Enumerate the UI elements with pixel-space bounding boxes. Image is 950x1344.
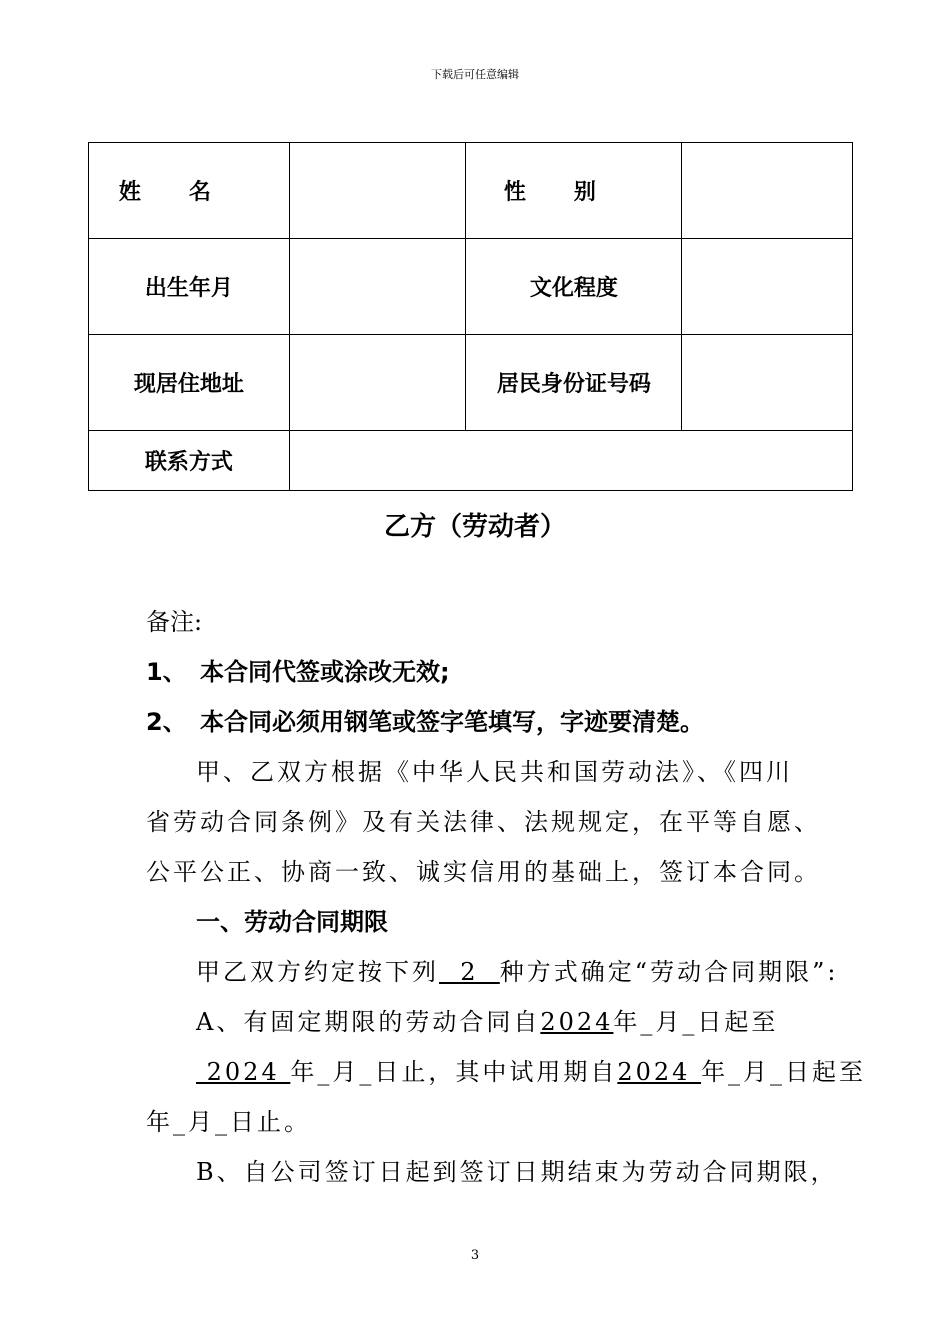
intro-line-2: 省劳动合同条例》及有关法律、法规规定，在平等自愿、 xyxy=(146,808,821,836)
contract-end-year[interactable]: 2024 xyxy=(196,1058,291,1086)
clause-a-line-2 xyxy=(196,1057,866,1087)
clause-1-line-1 xyxy=(196,957,838,987)
id-number-label: 居民身份证号码 xyxy=(466,335,682,431)
address-label: 现居住地址 xyxy=(89,335,290,431)
remark-item-2-text: 本合同必须用钢笔或签字笔填写，字迹要清楚。 xyxy=(200,708,704,736)
clause-1-line-1-pre: 甲乙双方约定按下列 xyxy=(196,958,439,986)
remark-label: 备注: xyxy=(146,608,203,636)
remark-item-2-number: 2、 xyxy=(146,708,187,736)
clause-1-heading: 一、劳动合同期限 xyxy=(196,908,388,936)
name-value-cell[interactable] xyxy=(289,143,466,239)
remark-item-1-text: 本合同代签或涂改无效; xyxy=(200,658,450,686)
remark-item-1-number: 1、 xyxy=(146,658,187,686)
probation-start-year[interactable]: 2024 xyxy=(617,1058,702,1086)
address-value-cell[interactable] xyxy=(289,335,466,431)
page-number: 3 xyxy=(470,1248,480,1263)
name-label: 姓名 xyxy=(89,143,290,239)
contact-label: 联系方式 xyxy=(89,431,290,491)
remark-item-2 xyxy=(146,707,704,737)
clause-a-line-1-post: 年_月_日起至 xyxy=(613,1008,779,1036)
section-title: 乙方（劳动者） xyxy=(383,512,566,542)
intro-line-3: 公平公正、协商一致、诚实信用的基础上，签订本合同。 xyxy=(146,858,821,886)
gender-label: 性别 xyxy=(466,143,682,239)
page-header: 下载后可任意编辑 xyxy=(431,68,519,81)
education-label: 文化程度 xyxy=(466,239,682,335)
intro-line-1: 甲、乙双方根据《中华人民共和国劳动法》、《四川 xyxy=(196,758,793,786)
birth-label: 出生年月 xyxy=(89,239,290,335)
education-value-cell[interactable] xyxy=(682,239,853,335)
clause-b-line: B、自公司签订日起到签订日期结束为劳动合同期限， xyxy=(196,1158,838,1186)
contract-start-year[interactable]: 2024 xyxy=(540,1008,614,1036)
personal-info-table xyxy=(88,142,853,491)
birth-value-cell[interactable] xyxy=(289,239,466,335)
clause-1-line-1-post: 种方式确定“劳动合同期限”: xyxy=(499,958,839,986)
clause-a-line-1 xyxy=(196,1007,778,1037)
id-number-value-cell[interactable] xyxy=(682,335,853,431)
clause-a-line-1-pre: A、有固定期限的劳动合同自 xyxy=(196,1008,541,1036)
clause-a-line-2-mid: 年_月_日止，其中试用期自 xyxy=(290,1058,618,1086)
method-count-fill[interactable]: 2 xyxy=(439,958,500,986)
remark-item-1 xyxy=(146,657,450,687)
clause-a-line-3: 年_月_日止。 xyxy=(146,1108,311,1136)
gender-value-cell[interactable] xyxy=(682,143,853,239)
clause-a-line-2-post: 年_月_日起至 xyxy=(701,1058,867,1086)
contact-value-cell[interactable] xyxy=(289,431,852,491)
